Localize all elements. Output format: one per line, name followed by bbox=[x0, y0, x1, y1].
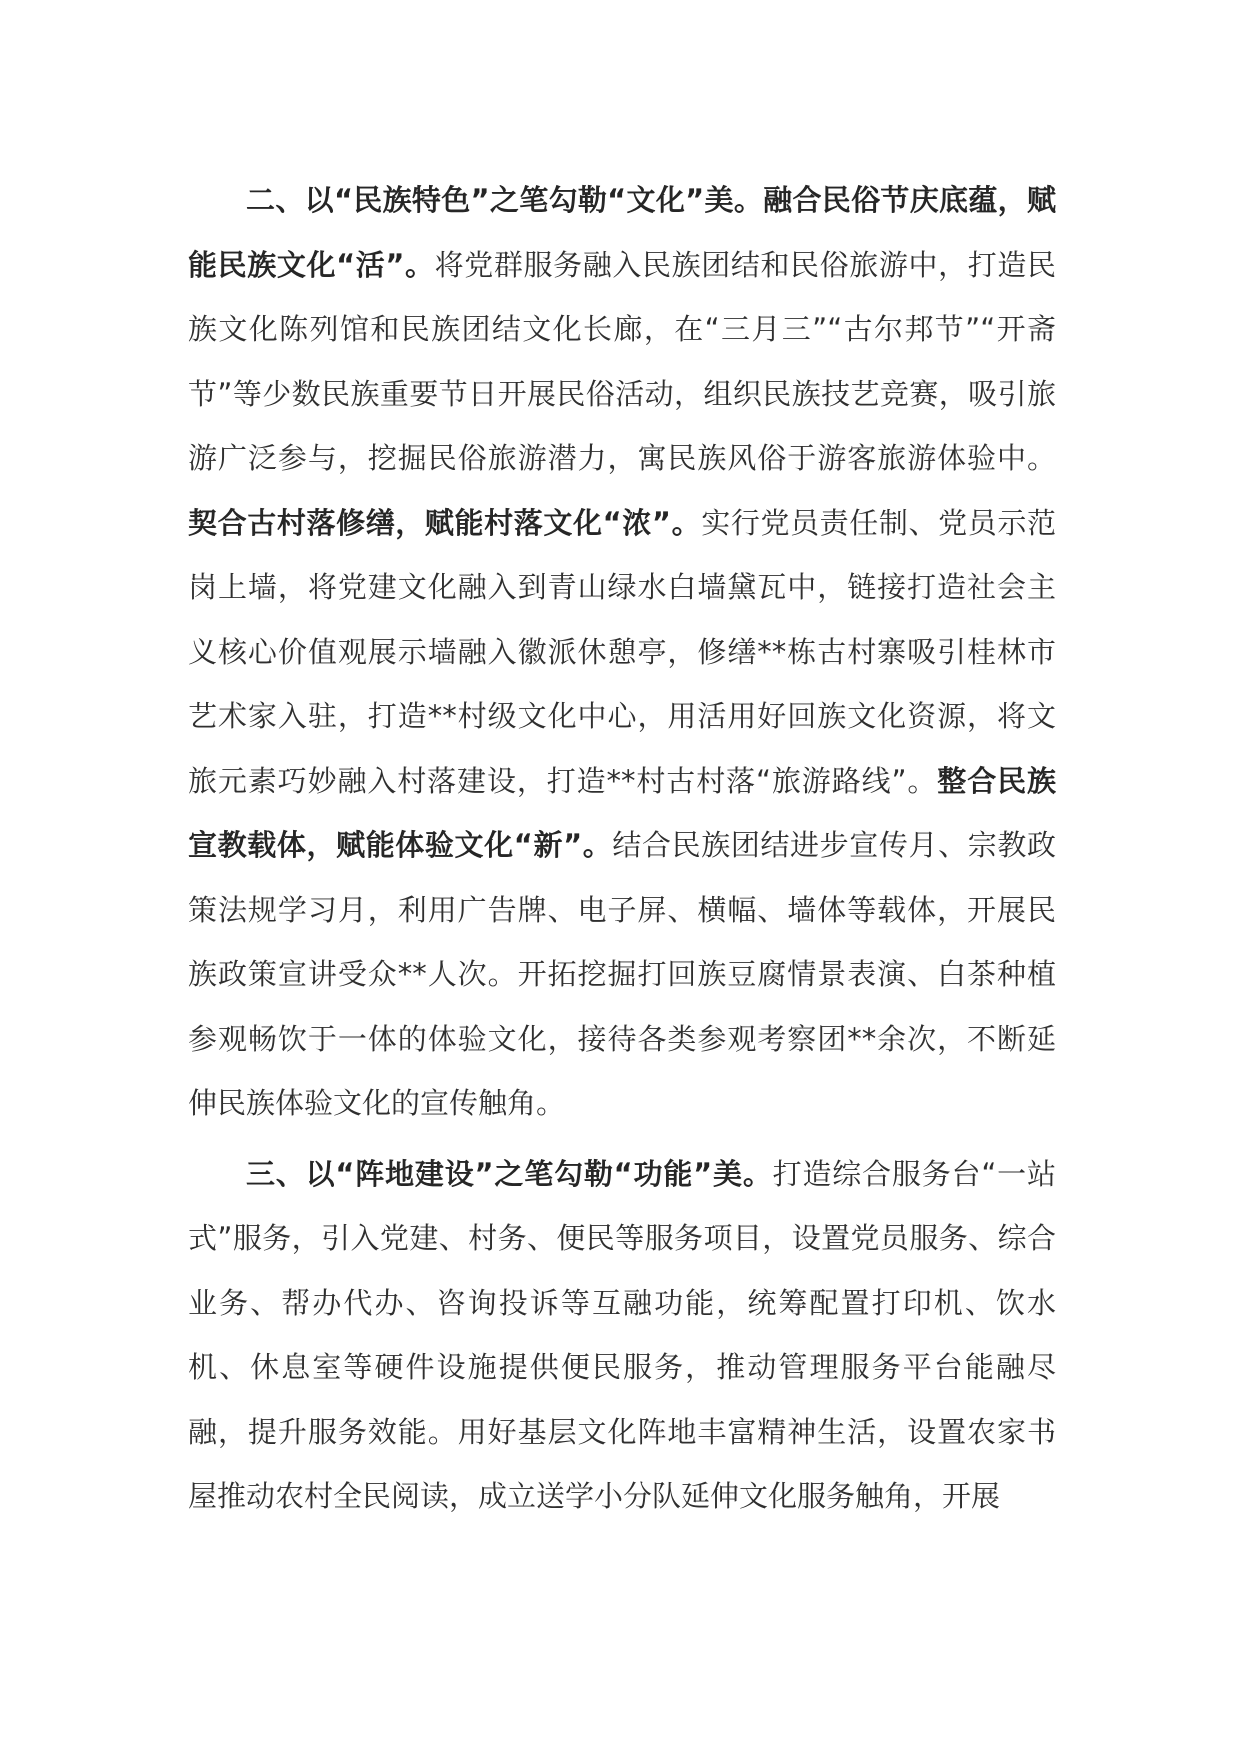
section-two-subheading-3: 整合民族宣教载体，赋能体验文化“新”。 bbox=[188, 763, 1056, 862]
section-two-text-2: 实行党员责任制、党员示范岗上墙，将党建文化融入到青山绿水白墙黛瓦中，链接打造社会主义核心价值观展示墙融入徽派休憩亭，修缮**栋古村寨吸引桂林市艺术家入驻，打造**村级文化中心，用活用好回族文化资源，将文旅元素巧妙融入村落建设，打造**村古村落“旅游路线”。 bbox=[188, 505, 1056, 798]
paragraph-section-three bbox=[188, 1142, 1056, 1529]
section-two-text-1: 将党群服务融入民族团结和民俗旅游中，打造民族文化陈列馆和民族团结文化长廊，在“三月三”“古尔邦节”“开斋节”等少数民族重要节日开展民俗活动，组织民族技艺竞赛，吸引旅游广泛参与，挖掘民俗旅游潜力，寓民族风俗于游客旅游体验中。 bbox=[188, 247, 1056, 475]
document-body bbox=[188, 168, 1056, 1529]
section-three-heading: 三、以“阵地建设”之笔勾勒“功能”美。 bbox=[246, 1156, 773, 1191]
section-two-subheading-2: 契合古村落修缮，赋能村落文化“浓”。 bbox=[188, 505, 702, 540]
paragraph-section-two bbox=[188, 168, 1056, 1136]
section-two-heading: 二、以“民族特色”之笔勾勒“文化”美。融合民俗节庆底蕴，赋能民族文化“活”。 bbox=[188, 183, 1056, 282]
section-two-text-3: 结合民族团结进步宣传月、宗教政策法规学习月，利用广告牌、电子屏、横幅、墙体等载体，开展民族政策宣讲受众**人次。开拓挖掘打回族豆腐情景表演、白茶种植参观畅饮于一体的体验文化，接待各类参观考察团**余次，不断延伸民族体验文化的宣传触角。 bbox=[188, 828, 1056, 1120]
section-three-text-1: 打造综合服务台“一站式”服务，引入党建、村务、便民等服务项目，设置党员服务、综合业务、帮办代办、咨询投诉等互融功能，统筹配置打印机、饮水机、休息室等硬件设施提供便民服务，推动管理服务平台能融尽融，提升服务效能。用好基层文化阵地丰富精神生活，设置农家书屋推动农村全民阅读，成立送学小分队延伸文化服务触角，开展 bbox=[188, 1156, 1056, 1513]
